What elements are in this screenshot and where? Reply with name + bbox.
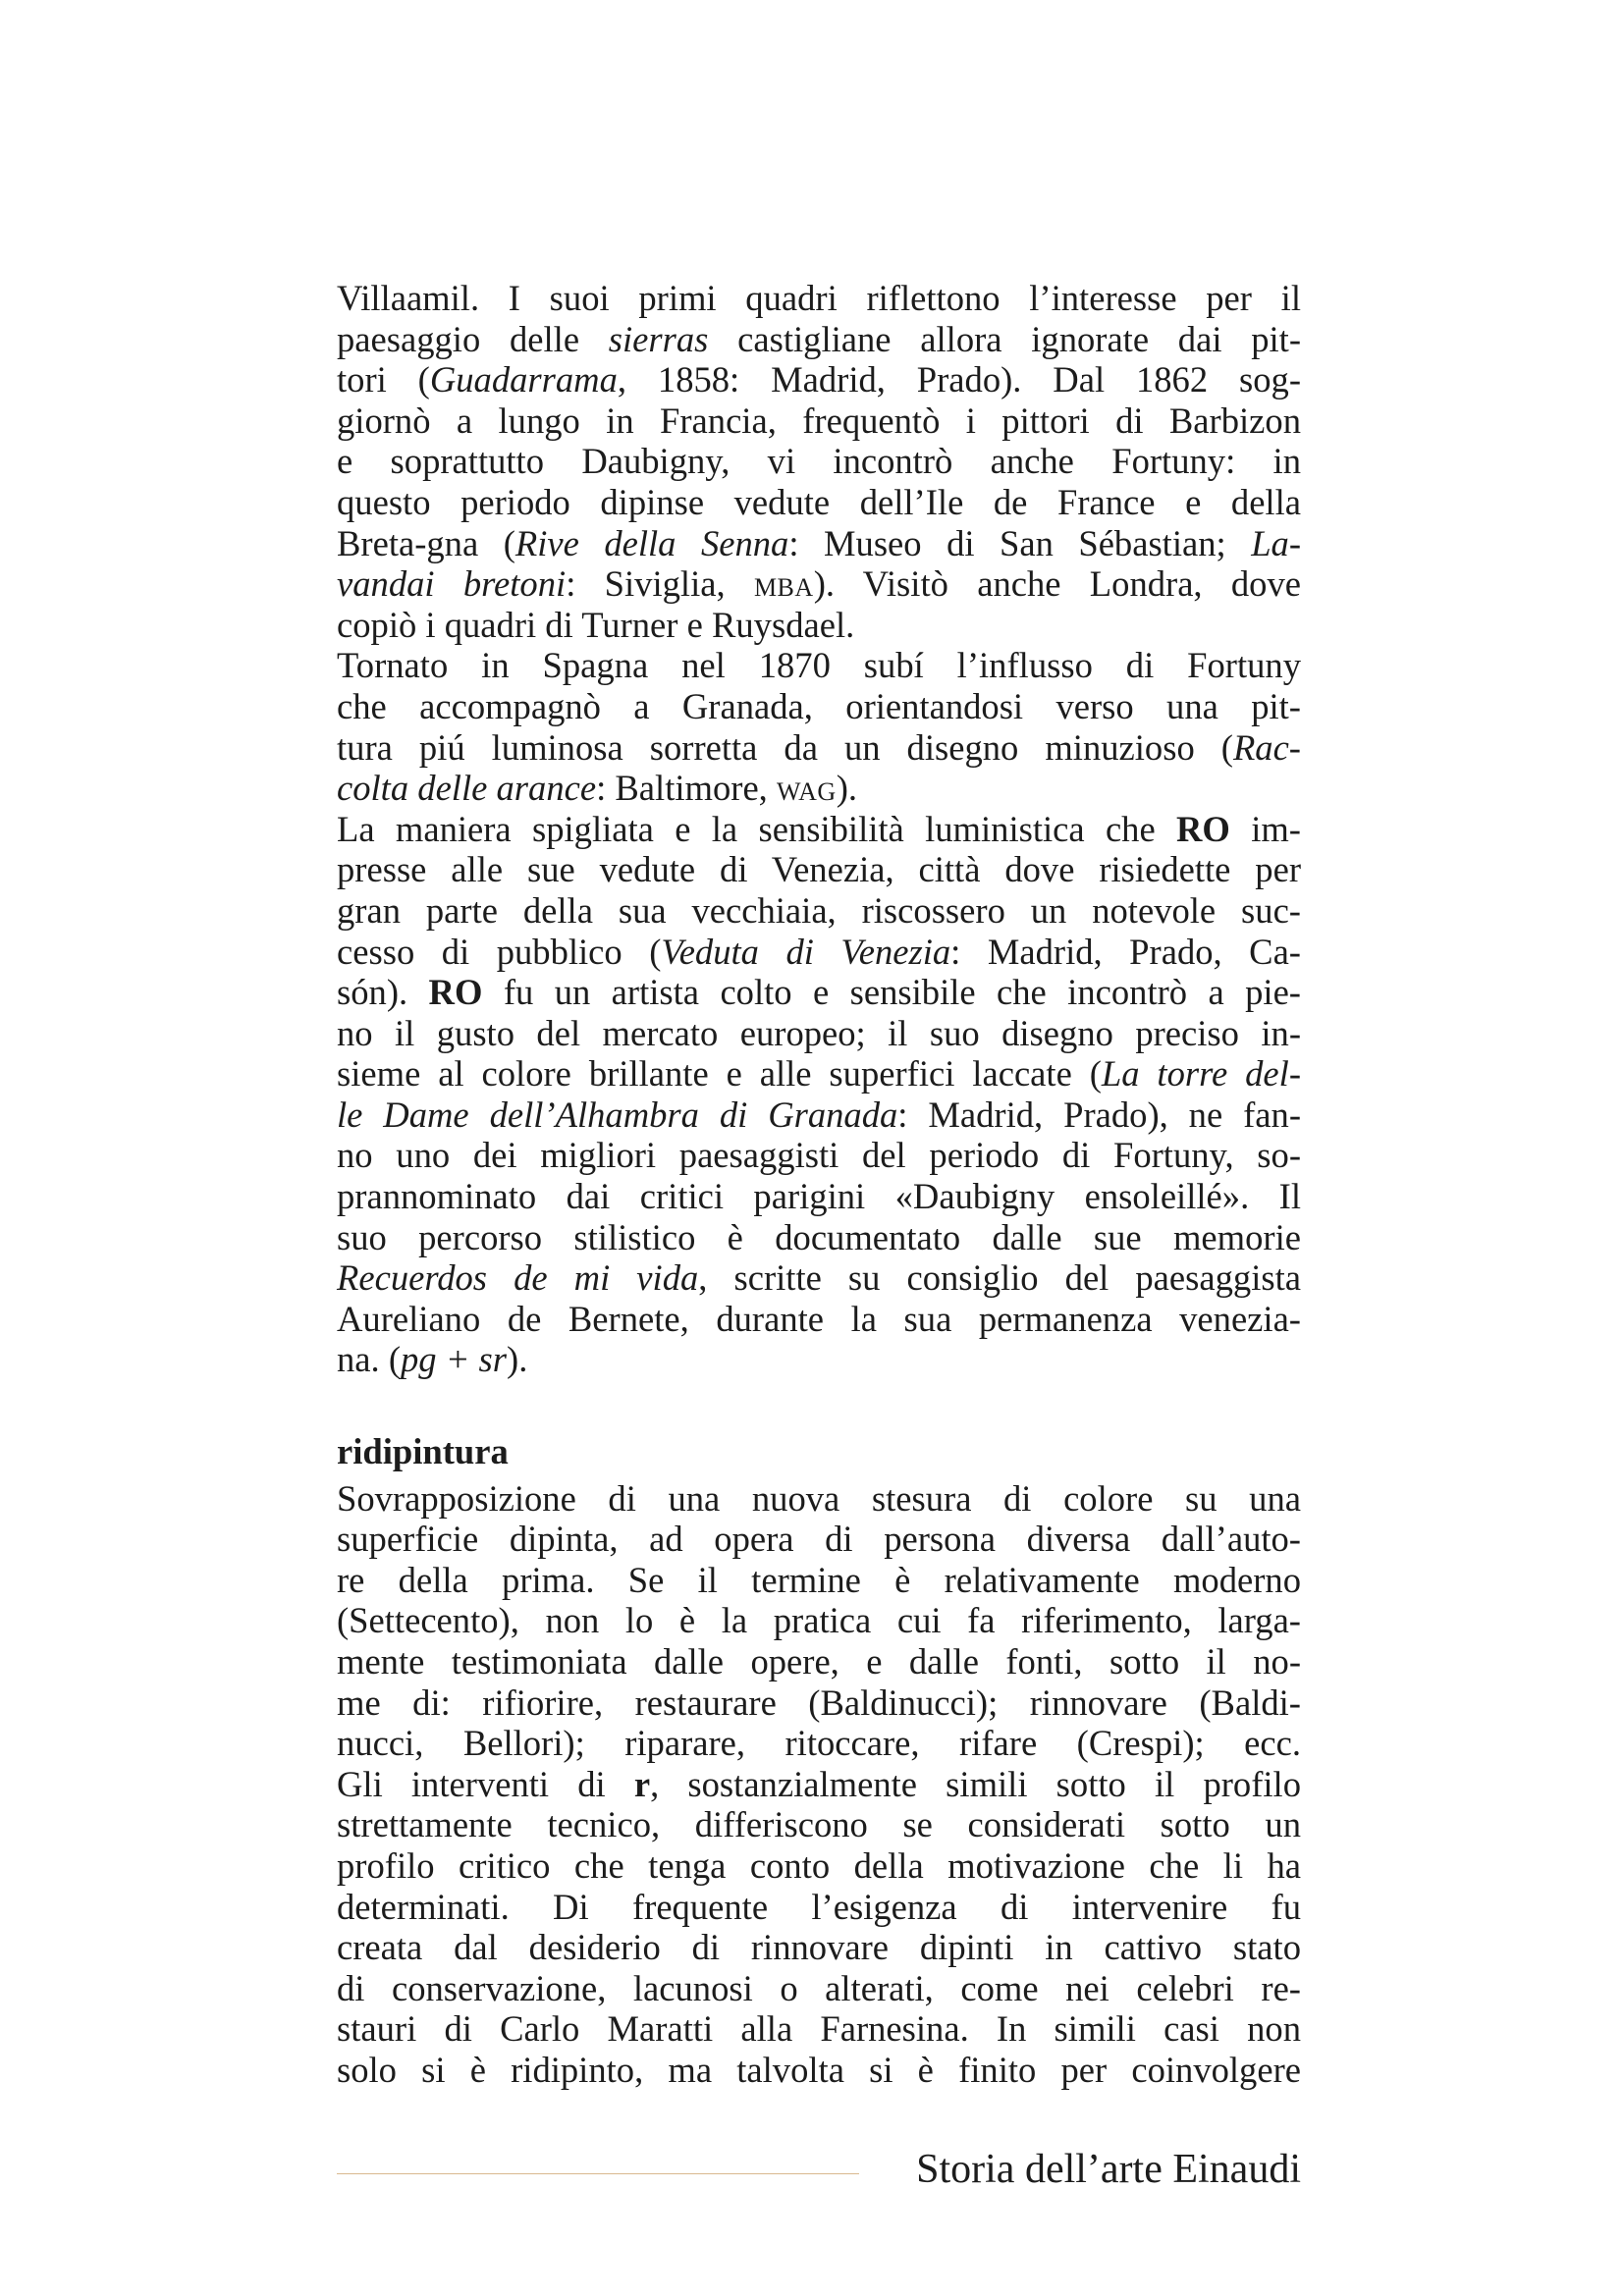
text-run: questo periodo dipinse vedute dell’Ile de France e della	[337, 481, 1301, 522]
text-run: ). Visitò anche Londra, dove	[813, 563, 1301, 605]
text-run: strettamente tecnico, differiscono se considerati sotto un	[337, 1804, 1301, 1845]
text-run: castigliane allora ignorate dai pit-	[708, 318, 1301, 359]
text-line	[337, 278, 1301, 319]
text-line	[337, 1887, 1301, 1928]
text-run: Recuerdos de mi vida	[337, 1257, 699, 1299]
text-run: : Baltimore,	[596, 768, 777, 809]
text-run: , sostanzialmente simili sotto il profilo	[650, 1763, 1301, 1804]
text-run: Rive della Senna	[514, 522, 789, 563]
text-run: Rac-	[1232, 726, 1301, 768]
entry-heading: ridipintura	[337, 1431, 509, 1472]
text-run: paesaggio delle	[337, 318, 609, 359]
text-run: La-	[1251, 522, 1302, 563]
text-line	[337, 1176, 1301, 1217]
text-run: solo si è ridipinto, ma talvolta si è finito per coinvolgere	[337, 2049, 1301, 2090]
text-line	[337, 1257, 1301, 1299]
text-line	[337, 1927, 1301, 1968]
text-run: r	[633, 1763, 651, 1804]
text-line	[337, 359, 1301, 400]
text-run: presse alle sue vedute di Venezia, città dove risiedette per	[337, 849, 1301, 890]
text-line	[337, 441, 1301, 482]
text-line	[337, 1600, 1301, 1641]
text-run: pg + sr	[401, 1339, 508, 1380]
text-run: no uno dei migliori paesaggisti del periodo di Fortuny, so-	[337, 1135, 1301, 1176]
text-run: RO	[428, 972, 483, 1013]
text-run: prannominato dai critici parigini «Daubigny ensoleillé». Il	[337, 1176, 1301, 1217]
text-line	[337, 1053, 1301, 1095]
text-run: sieme al colore brillante e alle superfici laccate (	[337, 1053, 1102, 1095]
text-run: e soprattutto Daubigny, vi incontrò anche Fortuny: in	[337, 441, 1301, 482]
text-run: che accompagnò a Granada, orientandosi verso una pit-	[337, 685, 1301, 726]
footer-rule	[337, 2173, 859, 2174]
text-run: Veduta di Venezia	[661, 931, 951, 972]
text-run: fu un artista colto e sensibile che incontrò a pie-	[482, 972, 1301, 1013]
text-run: im-	[1229, 808, 1301, 849]
text-run: mba	[753, 563, 814, 605]
text-run: Tornato in Spagna nel 1870 subí l’influsso di Fortuny	[337, 645, 1301, 686]
text-run: profilo critico che tenga conto della motivazione che li ha	[337, 1844, 1301, 1886]
text-line	[337, 1095, 1301, 1136]
text-run: : Museo di San Sébastian;	[788, 522, 1252, 563]
text-line	[337, 2008, 1301, 2050]
entry-body	[337, 1478, 1301, 2091]
text-run: : Madrid, Prado), ne fan-	[897, 1094, 1301, 1135]
text-run: Gli interventi di	[337, 1763, 634, 1804]
text-line	[337, 1641, 1301, 1682]
entry-continuation	[337, 278, 1301, 1380]
text-line	[337, 319, 1301, 360]
text-line	[337, 1968, 1301, 2009]
text-run: me di: rifiorire, restaurare (Baldinucci); rinnovare (Baldi-	[337, 1682, 1301, 1723]
text-run: superficie dipinta, ad opera di persona diversa dall’auto-	[337, 1519, 1301, 1560]
text-run: wag	[776, 768, 837, 809]
text-line	[337, 1013, 1301, 1054]
text-line	[337, 482, 1301, 523]
text-line	[337, 400, 1301, 442]
text-run: Guadarrama	[429, 359, 618, 400]
text-run: (Settecento), non lo è la pratica cui fa riferimento, larga-	[337, 1600, 1301, 1641]
text-line	[337, 605, 1301, 646]
text-run: giornò a lungo in Francia, frequentò i pittori di Barbizon	[337, 400, 1301, 441]
text-line	[337, 645, 1301, 686]
text-run: gran parte della sua vecchiaia, riscossero un notevole suc-	[337, 889, 1301, 931]
text-line	[337, 563, 1301, 605]
text-run: suo percorso stilistico è documentato dalle sue memorie	[337, 1216, 1301, 1257]
text-run: La torre del-	[1101, 1053, 1301, 1095]
text-run: : Siviglia,	[566, 563, 754, 605]
text-run: sierras	[608, 318, 709, 359]
text-line	[337, 1299, 1301, 1340]
text-run: na. (	[337, 1339, 401, 1380]
text-run: nucci, Bellori); riparare, ritoccare, rifare (Crespi); ecc.	[337, 1723, 1301, 1764]
text-run: ).	[507, 1339, 528, 1380]
text-run: són).	[337, 972, 429, 1013]
text-line	[337, 1560, 1301, 1601]
text-line	[337, 932, 1301, 973]
text-run: mente testimoniata dalle opere, e dalle fonti, sotto il no-	[337, 1641, 1301, 1682]
text-line	[337, 849, 1301, 890]
text-line	[337, 1519, 1301, 1560]
page-body	[337, 278, 1301, 2091]
text-line	[337, 523, 1301, 564]
footer-title: Storia dell’arte Einaudi	[916, 2147, 1301, 2192]
text-run: stauri di Carlo Maratti alla Farnesina. In simili casi non	[337, 2008, 1301, 2050]
text-line	[337, 1478, 1301, 1520]
text-run: , 1858: Madrid, Prado). Dal 1862 sog-	[617, 359, 1301, 400]
text-run: le Dame dell’Alhambra di Granada	[337, 1094, 898, 1135]
text-run: Breta-gna (	[337, 522, 515, 563]
text-line	[337, 768, 1301, 809]
text-line	[337, 809, 1301, 850]
text-run: colta delle arance	[337, 768, 597, 809]
text-run: Sovrapposizione di una nuova stesura di colore su una	[337, 1477, 1301, 1519]
text-line	[337, 890, 1301, 932]
text-line	[337, 1764, 1301, 1805]
text-line	[337, 1135, 1301, 1176]
text-line	[337, 1804, 1301, 1845]
text-run: copiò i quadri di Turner e Ruysdael.	[337, 604, 855, 645]
text-line	[337, 1845, 1301, 1887]
text-line	[337, 2050, 1301, 2091]
text-run: : Madrid, Prado, Ca-	[950, 931, 1301, 972]
text-run: tori (	[337, 359, 430, 400]
text-line	[337, 1723, 1301, 1764]
text-line	[337, 1682, 1301, 1724]
text-line	[337, 972, 1301, 1013]
text-run: no il gusto del mercato europeo; il suo disegno preciso in-	[337, 1012, 1301, 1053]
text-run: vandai bretoni	[337, 563, 567, 605]
text-line	[337, 1217, 1301, 1258]
text-run: , scritte su consiglio del paesaggista	[698, 1257, 1301, 1299]
text-run: re della prima. Se il termine è relativamente moderno	[337, 1559, 1301, 1600]
text-run: Aureliano de Bernete, durante la sua permanenza venezia-	[337, 1298, 1301, 1339]
text-run: ).	[836, 768, 858, 809]
text-line	[337, 727, 1301, 769]
text-run: determinati. Di frequente l’esigenza di intervenire fu	[337, 1886, 1301, 1927]
text-run: creata dal desiderio di rinnovare dipinti in cattivo stato	[337, 1927, 1301, 1968]
text-run: Villaamil. I suoi primi quadri riflettono l’interesse per il	[337, 278, 1301, 318]
text-run: di conservazione, lacunosi o alterati, come nei celebri re-	[337, 1967, 1301, 2008]
text-run: tura piú luminosa sorretta da un disegno minuzioso (	[337, 726, 1233, 768]
text-line	[337, 1339, 1301, 1380]
text-run: RO	[1176, 808, 1230, 849]
text-run: cesso di pubblico (	[337, 931, 662, 972]
text-line	[337, 686, 1301, 727]
text-run: La maniera spigliata e la sensibilità luministica che	[337, 808, 1177, 849]
